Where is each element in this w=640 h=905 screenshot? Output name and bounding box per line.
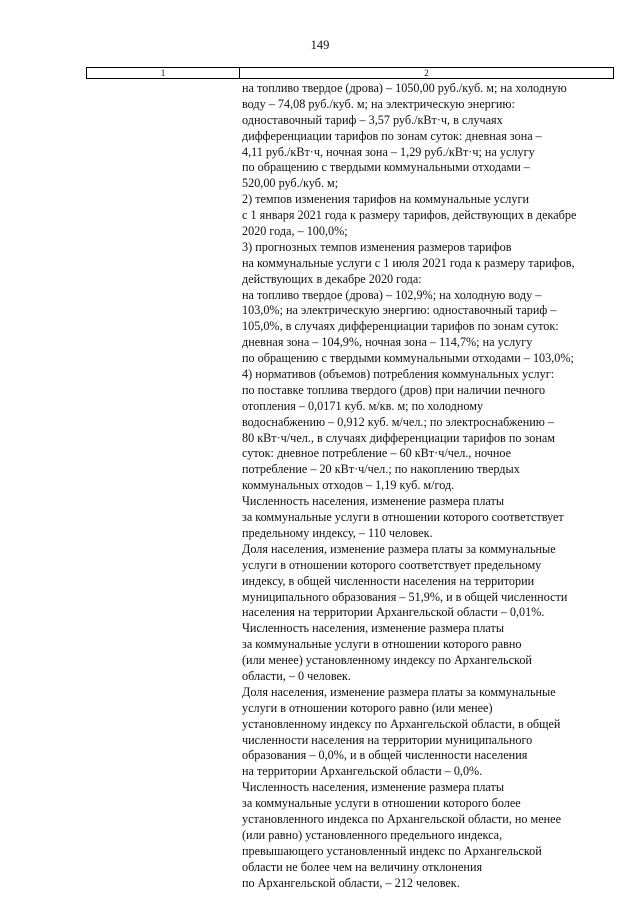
text-line: за коммунальные услуги в отношении которого равно <box>242 637 522 652</box>
text-line: области, – 0 человек. <box>242 668 351 683</box>
text-line: по обращению с твердыми коммунальными отходами – 103,0%; <box>242 351 574 366</box>
text-line: образования – 0,0%, и в общей численности населения <box>242 748 528 763</box>
text-line: (или равно) установленного предельного индекса, <box>242 827 503 842</box>
text-line: 3) прогнозных темпов изменения размеров тарифов <box>242 239 512 254</box>
text-line: за коммунальные услуги в отношении которого более <box>242 796 521 811</box>
text-line: дифференциации тарифов по зонам суток: дневная зона – <box>242 128 542 143</box>
text-line: (или менее) установленному индексу по Архангельской <box>242 653 532 668</box>
text-line: населения на территории Архангельской области – 0,01%. <box>242 605 545 620</box>
text-line: 4,11 руб./кВт·ч, ночная зона – 1,29 руб./кВт·ч; на услугу <box>242 144 535 159</box>
text-line: Численность населения, изменение размера платы <box>242 494 505 509</box>
text-line: 80 кВт·ч/чел., в случаях дифференциации тарифов по зонам <box>242 430 556 445</box>
text-line: 2020 года, – 100,0%; <box>242 224 348 239</box>
text-line: 520,00 руб./куб. м; <box>242 176 339 191</box>
text-line: превышающего установленный индекс по Архангельской <box>242 843 542 858</box>
page-number: 149 <box>310 38 330 52</box>
text-line: одноставочный тариф – 3,57 руб./кВт·ч, в случаях <box>242 112 503 127</box>
text-line: по обращению с твердыми коммунальными отходами – <box>242 160 530 175</box>
text-line: Численность населения, изменение размера платы <box>242 621 505 636</box>
text-line: области не более чем на величину отклонения <box>242 859 483 874</box>
text-line: индексу, в общей численности населения на территории <box>242 573 535 588</box>
text-line: Доля населения, изменение размера платы за коммунальные <box>242 684 556 699</box>
text-line: Численность населения, изменение размера платы <box>242 780 505 795</box>
text-line: 4) нормативов (объемов) потребления коммунальных услуг: <box>242 367 555 382</box>
column-2-text <box>242 81 614 891</box>
text-line: 105,0%, в случаях дифференциации тарифов по зонам суток: <box>242 319 559 334</box>
text-line: действующих в декабре 2020 года: <box>242 271 422 286</box>
text-line: воду – 74,08 руб./куб. м; на электрическую энергию: <box>242 96 515 111</box>
text-line: за коммунальные услуги в отношении которого соответствует <box>242 510 564 525</box>
text-line: суток: дневное потребление – 60 кВт·ч/чел., ночное <box>242 446 512 461</box>
text-line: установленного индекса по Архангельской области, но менее <box>242 811 561 826</box>
text-line: на топливо твердое (дрова) – 102,9%; на холодную воду – <box>242 287 542 302</box>
text-line: Доля населения, изменение размера платы за коммунальные <box>242 541 556 556</box>
text-line: коммунальных отходов – 1,19 куб. м/год. <box>242 478 455 493</box>
text-line: на территории Архангельской области – 0,0%. <box>242 764 483 779</box>
text-line: на топливо твердое (дрова) – 1050,00 руб./куб. м; на холодную <box>242 81 567 95</box>
table-header <box>86 67 614 79</box>
text-line: установленному индексу по Архангельской области, в общей <box>242 716 561 731</box>
text-line: услуги в отношении которого соответствует предельному <box>242 557 542 572</box>
column-1-header: 1 <box>87 68 240 78</box>
text-line: дневная зона – 104,9%, ночная зона – 114,7%; на услугу <box>242 335 533 350</box>
text-line: с 1 января 2021 года к размеру тарифов, действующих в декабре <box>242 208 577 223</box>
text-line: водоснабжению – 0,912 куб. м/чел.; по электроснабжению – <box>242 414 554 429</box>
text-line: на коммунальные услуги с 1 июля 2021 года к размеру тарифов, <box>242 255 575 270</box>
text-line: 103,0%; на электрическую энергию: одноставочный тариф – <box>242 303 557 318</box>
text-line: потребление – 20 кВт·ч/чел.; по накоплению твердых <box>242 462 520 477</box>
column-2-header: 2 <box>424 68 429 78</box>
text-line: 2) темпов изменения тарифов на коммунальные услуги <box>242 192 529 207</box>
text-line: муниципального образования – 51,9%, и в общей численности <box>242 589 568 604</box>
text-line: отопления – 0,0171 куб. м/кв. м; по холодному <box>242 398 484 413</box>
text-line: услуги в отношении которого равно (или менее) <box>242 700 493 715</box>
text-line: численности населения на территории муниципального <box>242 732 533 747</box>
text-line: предельному индексу, – 110 человек. <box>242 525 433 540</box>
text-line: по Архангельской области, – 212 человек. <box>242 875 460 890</box>
text-line: по поставке топлива твердого (дров) при наличии печного <box>242 382 546 397</box>
